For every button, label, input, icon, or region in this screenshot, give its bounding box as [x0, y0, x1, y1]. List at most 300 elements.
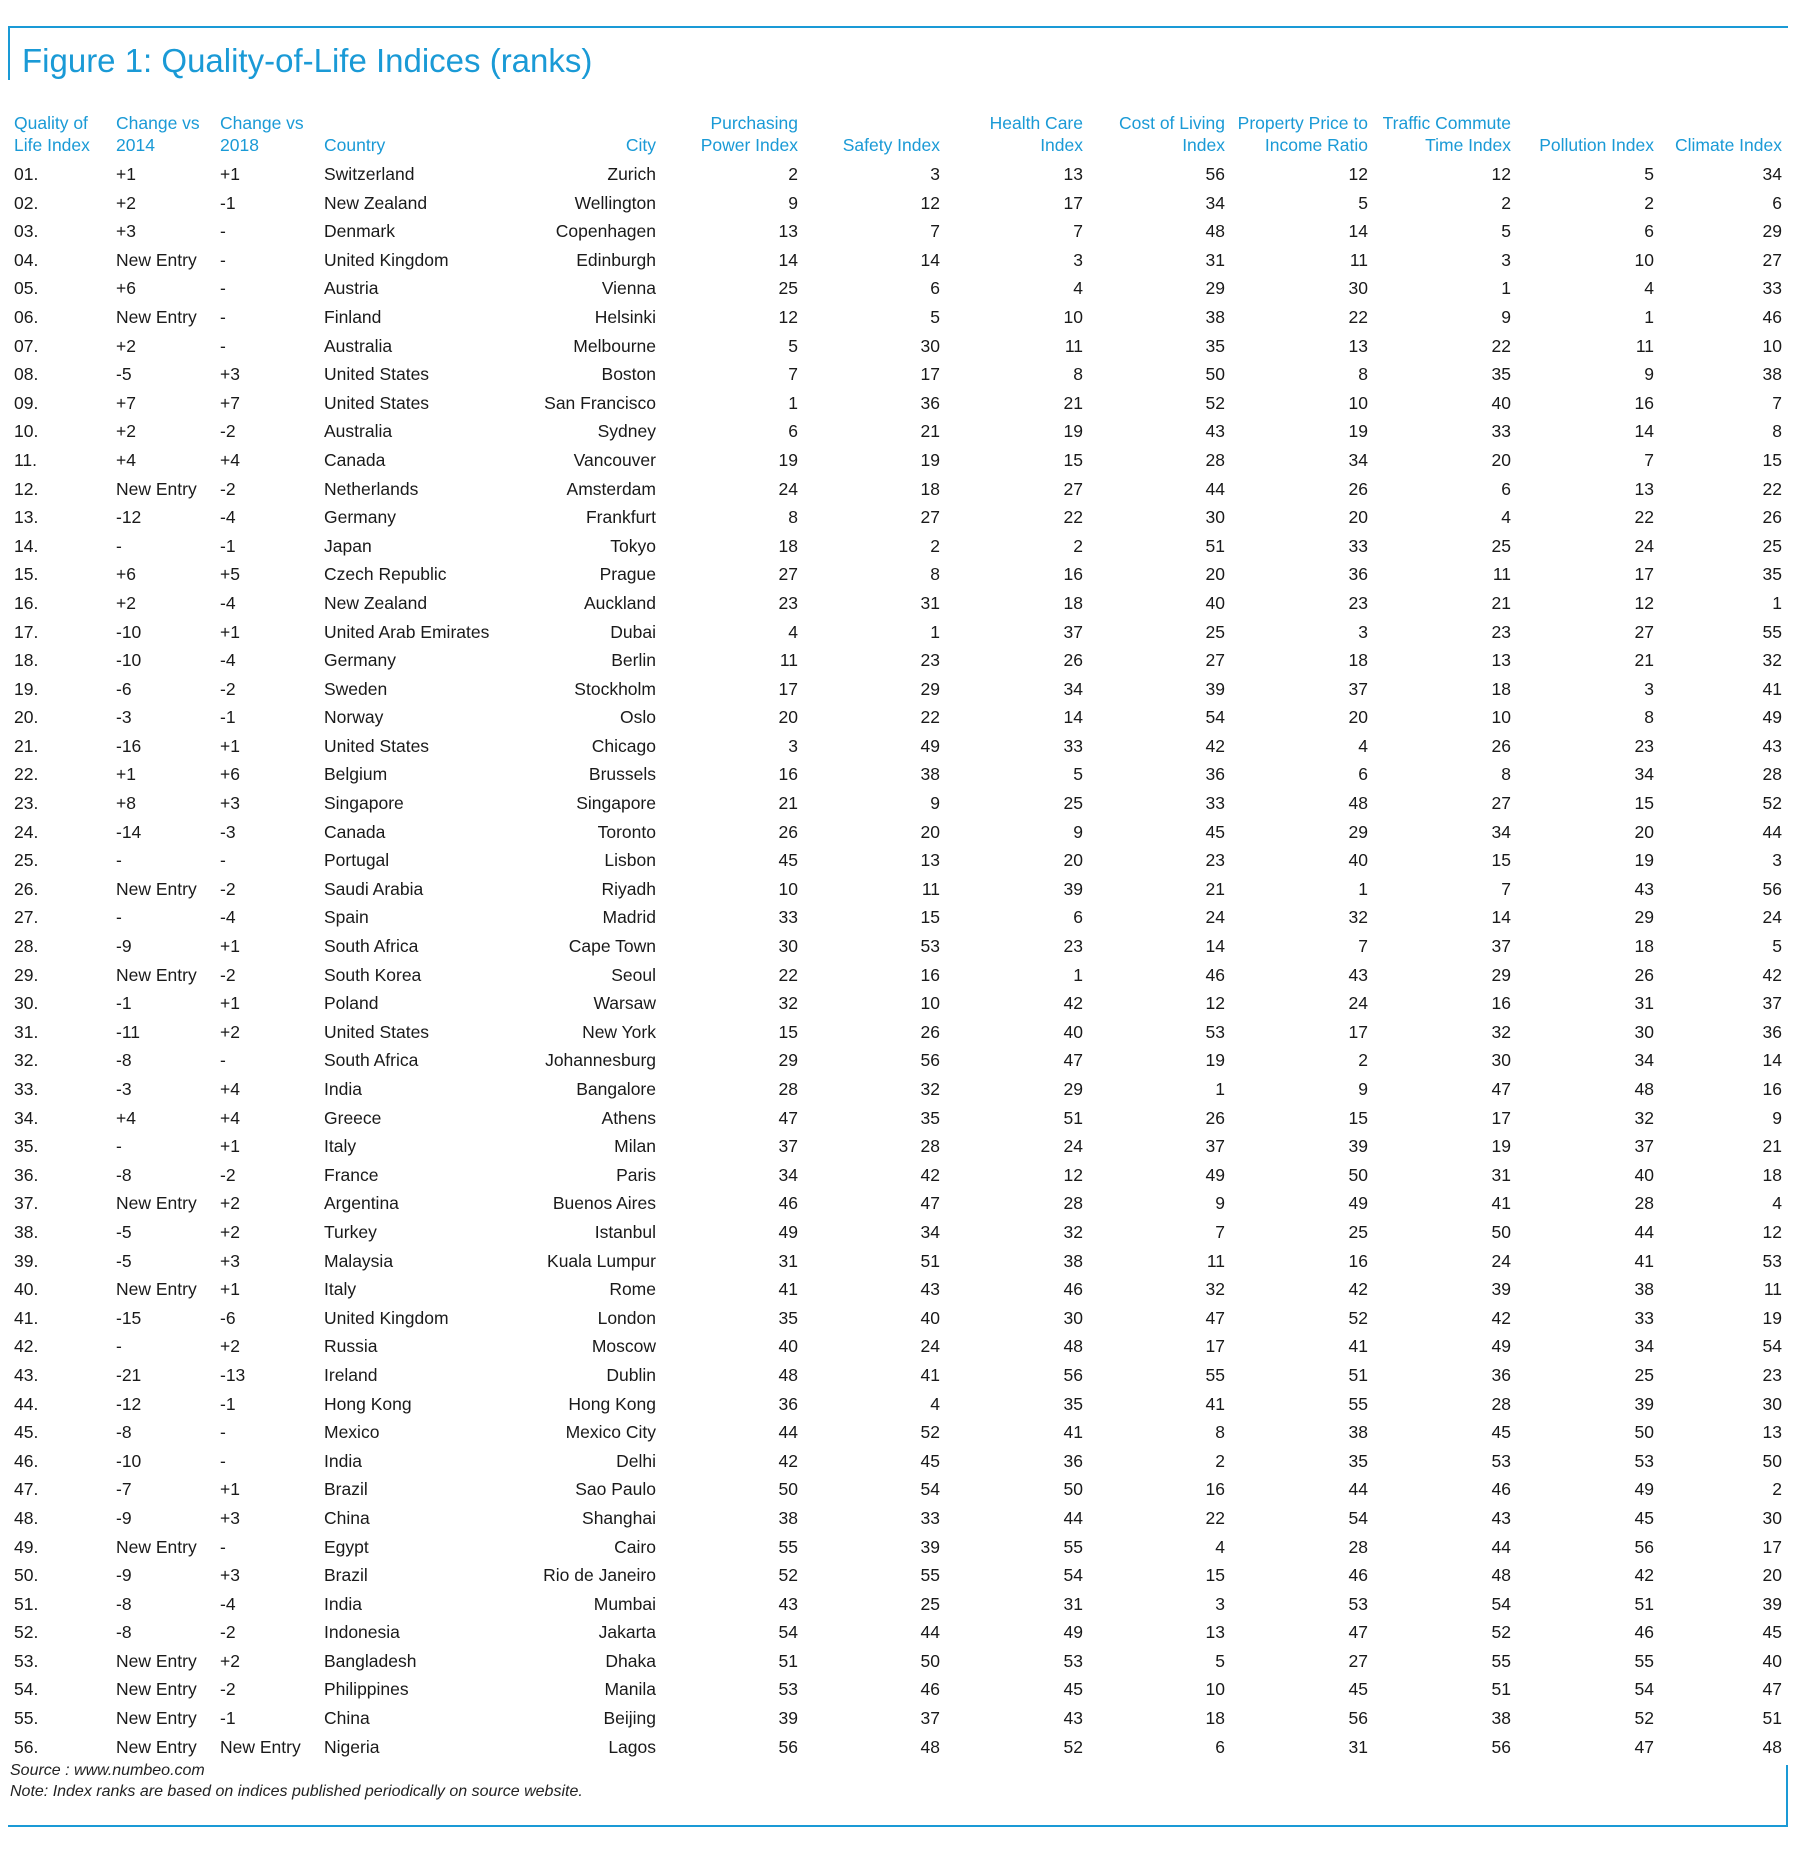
cell-cost-of-living: 36: [1205, 764, 1225, 785]
cell-change-2014: -7: [116, 1479, 132, 1500]
cell-climate: 29: [1762, 221, 1782, 242]
cell-country: India: [324, 1593, 362, 1614]
cell-city: Istanbul: [594, 1221, 656, 1242]
cell-safety: 33: [920, 1507, 940, 1528]
cell-safety: 1: [930, 621, 940, 642]
cell-country: Russia: [324, 1336, 378, 1357]
cell-property-price: 25: [1348, 1221, 1368, 1242]
cell-health-care: 24: [1063, 1136, 1083, 1157]
cell-pollution: 31: [1634, 993, 1654, 1014]
cell-pollution: 5: [1644, 164, 1654, 184]
cell-pollution: 34: [1634, 1336, 1654, 1357]
cell-rank: 48.: [14, 1507, 39, 1528]
cell-purchasing-power: 42: [778, 1450, 798, 1471]
cell-change-2014: +7: [116, 392, 136, 413]
cell-purchasing-power: 48: [778, 1364, 798, 1385]
cell-health-care: 38: [1063, 1250, 1083, 1271]
cell-climate: 50: [1762, 1450, 1782, 1471]
cell-rank: 46.: [14, 1450, 39, 1471]
cell-health-care: 16: [1063, 564, 1083, 585]
cell-rank: 43.: [14, 1364, 39, 1385]
cell-rank: 18.: [14, 650, 39, 671]
cell-pollution: 17: [1634, 564, 1654, 585]
cell-country: South Africa: [324, 1050, 419, 1071]
cell-purchasing-power: 44: [778, 1422, 798, 1443]
cell-climate: 37: [1762, 993, 1782, 1014]
table-row: [10, 1504, 1786, 1533]
cell-city: Jakarta: [598, 1622, 656, 1643]
cell-change-2018: +4: [220, 1079, 240, 1099]
cell-cost-of-living: 2: [1215, 1450, 1225, 1471]
cell-purchasing-power: 21: [778, 793, 798, 814]
cell-safety: 8: [930, 564, 940, 585]
cell-climate: 21: [1762, 1136, 1782, 1157]
cell-purchasing-power: 30: [778, 936, 798, 957]
table-row: [10, 1275, 1786, 1304]
cell-change-2018: +5: [220, 564, 240, 585]
cell-traffic-commute: 44: [1491, 1536, 1511, 1557]
cell-city: Dhaka: [605, 1650, 656, 1671]
cell-country: United Kingdom: [324, 1307, 449, 1328]
cell-traffic-commute: 56: [1491, 1736, 1511, 1757]
cell-pollution: 29: [1634, 907, 1654, 928]
cell-country: New Zealand: [324, 192, 428, 213]
cell-country: Italy: [324, 1279, 357, 1300]
cell-safety: 46: [920, 1679, 940, 1700]
cell-health-care: 46: [1063, 1279, 1083, 1300]
cell-change-2018: +6: [220, 764, 240, 785]
cell-change-2014: New Entry: [116, 1193, 197, 1214]
cell-city: Lagos: [608, 1736, 656, 1757]
cell-climate: 46: [1762, 306, 1782, 327]
cell-traffic-commute: 3: [1501, 249, 1511, 270]
table-row: [10, 846, 1786, 875]
cell-cost-of-living: 23: [1205, 850, 1225, 871]
cell-change-2014: -8: [116, 1050, 132, 1071]
cell-health-care: 12: [1063, 1164, 1083, 1185]
table-row: [10, 903, 1786, 932]
cell-city: Paris: [616, 1164, 656, 1185]
cell-change-2014: -21: [116, 1364, 142, 1385]
cell-pollution: 53: [1634, 1450, 1654, 1471]
cell-city: Milan: [614, 1136, 656, 1157]
cell-country: Norway: [324, 707, 384, 728]
cell-climate: 56: [1762, 878, 1782, 899]
table-row: [10, 675, 1786, 704]
cell-change-2014: -3: [116, 1079, 132, 1099]
cell-traffic-commute: 27: [1491, 793, 1511, 814]
table-row: [10, 1018, 1786, 1047]
cell-purchasing-power: 8: [788, 507, 798, 528]
cell-traffic-commute: 20: [1491, 449, 1511, 470]
cell-city: Melbourne: [573, 335, 656, 356]
cell-safety: 49: [920, 735, 940, 756]
table-row: [10, 332, 1786, 361]
cell-traffic-commute: 49: [1491, 1336, 1511, 1357]
cell-safety: 26: [920, 1021, 940, 1042]
cell-safety: 25: [920, 1593, 940, 1614]
cell-climate: 9: [1772, 1107, 1782, 1128]
cell-property-price: 39: [1348, 1136, 1368, 1157]
cell-rank: 52.: [14, 1622, 39, 1643]
cell-safety: 19: [920, 449, 940, 470]
cell-cost-of-living: 48: [1205, 221, 1225, 242]
cell-climate: 1: [1772, 592, 1782, 613]
cell-change-2018: +1: [220, 621, 240, 642]
cell-country: Australia: [324, 335, 393, 356]
cell-rank: 13.: [14, 507, 39, 528]
cell-cost-of-living: 25: [1205, 621, 1225, 642]
cell-change-2018: +2: [220, 1336, 240, 1357]
cell-city: Brussels: [588, 764, 656, 785]
cell-country: Belgium: [324, 764, 388, 785]
cell-change-2018: +2: [220, 1650, 240, 1671]
header-cost-of-living-index: Cost of Living Index: [1118, 113, 1225, 155]
cell-change-2014: +2: [116, 421, 136, 442]
cell-change-2018: -2: [220, 1622, 236, 1643]
cell-property-price: 7: [1358, 936, 1368, 957]
cell-country: Japan: [324, 535, 372, 556]
cell-pollution: 47: [1634, 1736, 1654, 1757]
cell-rank: 25.: [14, 850, 39, 871]
cell-rank: 32.: [14, 1050, 39, 1071]
cell-health-care: 23: [1063, 936, 1083, 957]
cell-pollution: 46: [1634, 1622, 1654, 1643]
cell-city: Toronto: [597, 821, 656, 842]
cell-change-2014: New Entry: [116, 478, 197, 499]
cell-city: Seoul: [611, 964, 656, 985]
cell-cost-of-living: 17: [1205, 1336, 1225, 1357]
cell-rank: 37.: [14, 1193, 39, 1214]
table-row: [10, 560, 1786, 589]
cell-country: Poland: [324, 993, 379, 1014]
cell-property-price: 41: [1348, 1336, 1368, 1357]
cell-change-2018: -4: [220, 1593, 236, 1614]
cell-safety: 21: [920, 421, 940, 442]
cell-pollution: 37: [1634, 1136, 1654, 1157]
cell-cost-of-living: 31: [1205, 249, 1225, 270]
cell-rank: 19.: [14, 678, 39, 699]
cell-traffic-commute: 19: [1491, 1136, 1511, 1157]
cell-property-price: 24: [1348, 993, 1368, 1014]
cell-city: Vancouver: [573, 449, 656, 470]
cell-change-2018: +1: [220, 1136, 240, 1157]
cell-city: Moscow: [591, 1336, 656, 1357]
table-row: [10, 417, 1786, 446]
cell-safety: 55: [920, 1565, 940, 1586]
cell-city: Chicago: [591, 735, 656, 756]
cell-rank: 23.: [14, 793, 39, 814]
cell-country: Nigeria: [324, 1736, 380, 1757]
cell-change-2014: -5: [116, 364, 132, 385]
cell-change-2018: +1: [220, 735, 240, 756]
cell-change-2014: -: [116, 1336, 122, 1357]
cell-city: Prague: [599, 564, 656, 585]
cell-property-price: 37: [1348, 678, 1368, 699]
header-property-price-to-income-ratio: Property Price to Income Ratio: [1237, 113, 1368, 155]
cell-rank: 53.: [14, 1650, 39, 1671]
cell-city: Tokyo: [610, 535, 656, 556]
cell-property-price: 31: [1348, 1736, 1368, 1757]
cell-traffic-commute: 55: [1491, 1650, 1511, 1671]
cell-health-care: 7: [1073, 221, 1083, 242]
cell-purchasing-power: 41: [778, 1279, 798, 1300]
cell-climate: 13: [1762, 1422, 1782, 1443]
cell-change-2018: -: [220, 1050, 226, 1071]
cell-property-price: 22: [1348, 306, 1368, 327]
cell-safety: 10: [920, 993, 940, 1014]
cell-safety: 38: [920, 764, 940, 785]
cell-climate: 51: [1762, 1708, 1782, 1729]
cell-country: Germany: [324, 507, 396, 528]
cell-property-price: 12: [1348, 164, 1368, 184]
cell-climate: 45: [1762, 1622, 1782, 1643]
cell-safety: 39: [920, 1536, 940, 1557]
cell-cost-of-living: 19: [1205, 1050, 1225, 1071]
cell-city: San Francisco: [544, 392, 656, 413]
cell-safety: 45: [920, 1450, 940, 1471]
cell-city: Vienna: [601, 278, 656, 299]
cell-pollution: 24: [1634, 535, 1654, 556]
cell-property-price: 20: [1348, 707, 1368, 728]
cell-rank: 44.: [14, 1393, 39, 1414]
cell-traffic-commute: 32: [1491, 1021, 1511, 1042]
cell-property-price: 23: [1348, 592, 1368, 613]
table-row: [10, 1390, 1786, 1419]
cell-change-2014: -5: [116, 1250, 132, 1271]
cell-country: Argentina: [324, 1193, 399, 1214]
cell-rank: 09.: [14, 392, 39, 413]
cell-city: Helsinki: [594, 306, 656, 327]
cell-health-care: 35: [1063, 1393, 1083, 1414]
cell-safety: 48: [920, 1736, 940, 1757]
cell-purchasing-power: 13: [778, 221, 798, 242]
cell-country: Austria: [324, 278, 379, 299]
cell-traffic-commute: 24: [1491, 1250, 1511, 1271]
cell-property-price: 18: [1348, 650, 1368, 671]
frame-left-rule: [8, 26, 10, 80]
cell-country: China: [324, 1507, 370, 1528]
table-row: [10, 932, 1786, 961]
cell-purchasing-power: 5: [788, 335, 798, 356]
cell-safety: 53: [920, 936, 940, 957]
cell-safety: 51: [920, 1250, 940, 1271]
cell-change-2014: New Entry: [116, 1650, 197, 1671]
cell-property-price: 38: [1348, 1422, 1368, 1443]
cell-climate: 5: [1772, 936, 1782, 957]
cell-country: South Korea: [324, 964, 422, 985]
cell-city: Dublin: [606, 1364, 656, 1385]
cell-climate: 44: [1762, 821, 1782, 842]
cell-rank: 40.: [14, 1279, 39, 1300]
cell-traffic-commute: 52: [1491, 1622, 1511, 1643]
cell-country: Canada: [324, 821, 386, 842]
table-row: [10, 1618, 1786, 1647]
cell-change-2018: -2: [220, 478, 236, 499]
cell-cost-of-living: 43: [1205, 421, 1225, 442]
cell-cost-of-living: 16: [1205, 1479, 1225, 1500]
cell-climate: 47: [1762, 1679, 1782, 1700]
cell-rank: 07.: [14, 335, 39, 356]
cell-country: Australia: [324, 421, 393, 442]
cell-change-2018: -1: [220, 192, 236, 213]
cell-climate: 20: [1762, 1565, 1782, 1586]
cell-city: Copenhagen: [555, 221, 656, 242]
table-row: [10, 1418, 1786, 1447]
cell-change-2014: +1: [116, 164, 136, 184]
cell-rank: 05.: [14, 278, 39, 299]
table-row: [10, 446, 1786, 475]
cell-cost-of-living: 41: [1205, 1393, 1225, 1414]
table-row: [10, 589, 1786, 618]
cell-city: Singapore: [576, 793, 656, 814]
cell-change-2014: -11: [116, 1021, 140, 1042]
figure-title: Figure 1: Quality-of-Life Indices (ranks): [22, 42, 593, 79]
cell-traffic-commute: 30: [1491, 1050, 1511, 1071]
cell-health-care: 53: [1063, 1650, 1083, 1671]
cell-purchasing-power: 19: [778, 449, 798, 470]
cell-change-2014: -: [116, 907, 122, 928]
cell-country: New Zealand: [324, 592, 428, 613]
cell-rank: 42.: [14, 1336, 39, 1357]
cell-purchasing-power: 27: [778, 564, 798, 585]
table-row: [10, 989, 1786, 1018]
cell-health-care: 14: [1063, 707, 1083, 728]
cell-pollution: 15: [1634, 793, 1654, 814]
cell-country: India: [324, 1079, 362, 1099]
cell-pollution: 52: [1634, 1708, 1654, 1729]
cell-property-price: 52: [1348, 1307, 1368, 1328]
cell-city: Hong Kong: [568, 1393, 656, 1414]
table-row: [10, 1475, 1786, 1504]
cell-health-care: 27: [1063, 478, 1083, 499]
table-row: [10, 217, 1786, 246]
cell-change-2014: -6: [116, 678, 132, 699]
cell-climate: 30: [1762, 1393, 1782, 1414]
cell-pollution: 21: [1634, 650, 1654, 671]
table-row: [10, 475, 1786, 504]
cell-property-price: 32: [1348, 907, 1368, 928]
cell-change-2018: -: [220, 335, 226, 356]
cell-purchasing-power: 28: [778, 1079, 798, 1099]
cell-health-care: 21: [1063, 392, 1083, 413]
cell-purchasing-power: 36: [778, 1393, 798, 1414]
cell-country: South Africa: [324, 936, 419, 957]
cell-rank: 35.: [14, 1136, 39, 1157]
cell-cost-of-living: 35: [1205, 335, 1225, 356]
cell-traffic-commute: 48: [1491, 1565, 1511, 1586]
cell-change-2014: +3: [116, 221, 136, 242]
table-row: [10, 646, 1786, 675]
cell-property-price: 15: [1348, 1107, 1368, 1128]
cell-climate: 3: [1772, 850, 1782, 871]
cell-rank: 10.: [14, 421, 39, 442]
cell-purchasing-power: 1: [788, 392, 798, 413]
cell-cost-of-living: 37: [1205, 1136, 1225, 1157]
cell-safety: 5: [930, 306, 940, 327]
cell-property-price: 45: [1348, 1679, 1368, 1700]
cell-pollution: 48: [1634, 1079, 1654, 1099]
cell-change-2014: New Entry: [116, 1708, 197, 1729]
cell-purchasing-power: 18: [778, 535, 798, 556]
cell-health-care: 25: [1063, 793, 1083, 814]
cell-purchasing-power: 29: [778, 1050, 798, 1071]
footnote: Note: Index ranks are based on indices published periodically on source website.: [10, 1783, 583, 1800]
cell-country: United States: [324, 735, 430, 756]
cell-cost-of-living: 49: [1205, 1164, 1225, 1185]
cell-change-2018: +2: [220, 1193, 240, 1214]
cell-rank: 45.: [14, 1422, 39, 1443]
cell-cost-of-living: 40: [1205, 592, 1225, 613]
cell-change-2018: -: [220, 221, 226, 242]
cell-property-price: 27: [1348, 1650, 1368, 1671]
cell-purchasing-power: 11: [779, 650, 798, 671]
cell-safety: 34: [920, 1221, 940, 1242]
table-row: [10, 875, 1786, 904]
cell-property-price: 40: [1348, 850, 1368, 871]
cell-cost-of-living: 52: [1205, 392, 1225, 413]
cell-traffic-commute: 46: [1491, 1479, 1511, 1500]
cell-country: United Kingdom: [324, 249, 449, 270]
cell-rank: 08.: [14, 364, 39, 385]
cell-property-price: 13: [1348, 335, 1368, 356]
cell-rank: 41.: [14, 1307, 39, 1328]
header-purchasing-power-index: Purchasing Power Index: [700, 113, 798, 155]
cell-climate: 55: [1762, 621, 1782, 642]
cell-health-care: 6: [1073, 907, 1083, 928]
cell-purchasing-power: 12: [778, 306, 798, 327]
cell-property-price: 54: [1348, 1507, 1368, 1528]
header-safety-index: Safety Index: [842, 135, 940, 155]
table-row: [10, 274, 1786, 303]
cell-rank: 04.: [14, 249, 39, 270]
cell-health-care: 50: [1063, 1479, 1083, 1500]
cell-cost-of-living: 50: [1205, 364, 1225, 385]
cell-change-2014: -10: [116, 650, 142, 671]
cell-change-2018: -: [220, 249, 226, 270]
cell-city: London: [597, 1307, 656, 1328]
cell-change-2018: +3: [220, 364, 240, 385]
cell-country: Saudi Arabia: [324, 878, 424, 899]
cell-health-care: 47: [1063, 1050, 1083, 1071]
cell-rank: 30.: [14, 993, 39, 1014]
cell-pollution: 41: [1634, 1250, 1654, 1271]
cell-traffic-commute: 6: [1501, 478, 1511, 499]
cell-change-2018: -: [220, 306, 226, 327]
cell-health-care: 39: [1063, 878, 1083, 899]
cell-city: Stockholm: [574, 678, 656, 699]
cell-rank: 31.: [14, 1021, 39, 1042]
cell-cost-of-living: 44: [1205, 478, 1225, 499]
cell-safety: 32: [920, 1079, 940, 1099]
cell-pollution: 38: [1634, 1279, 1654, 1300]
cell-purchasing-power: 4: [788, 621, 798, 642]
cell-pollution: 9: [1644, 364, 1654, 385]
cell-pollution: 2: [1644, 192, 1654, 213]
cell-health-care: 20: [1063, 850, 1083, 871]
table-row: [10, 303, 1786, 332]
cell-rank: 22.: [14, 764, 39, 785]
cell-health-care: 33: [1063, 735, 1083, 756]
cell-change-2018: +2: [220, 1021, 240, 1042]
cell-traffic-commute: 50: [1491, 1221, 1511, 1242]
cell-safety: 22: [920, 707, 940, 728]
cell-property-price: 42: [1348, 1279, 1368, 1300]
cell-city: Edinburgh: [576, 249, 656, 270]
cell-pollution: 19: [1634, 850, 1654, 871]
cell-cost-of-living: 55: [1205, 1364, 1225, 1385]
cell-change-2018: -: [220, 850, 226, 871]
